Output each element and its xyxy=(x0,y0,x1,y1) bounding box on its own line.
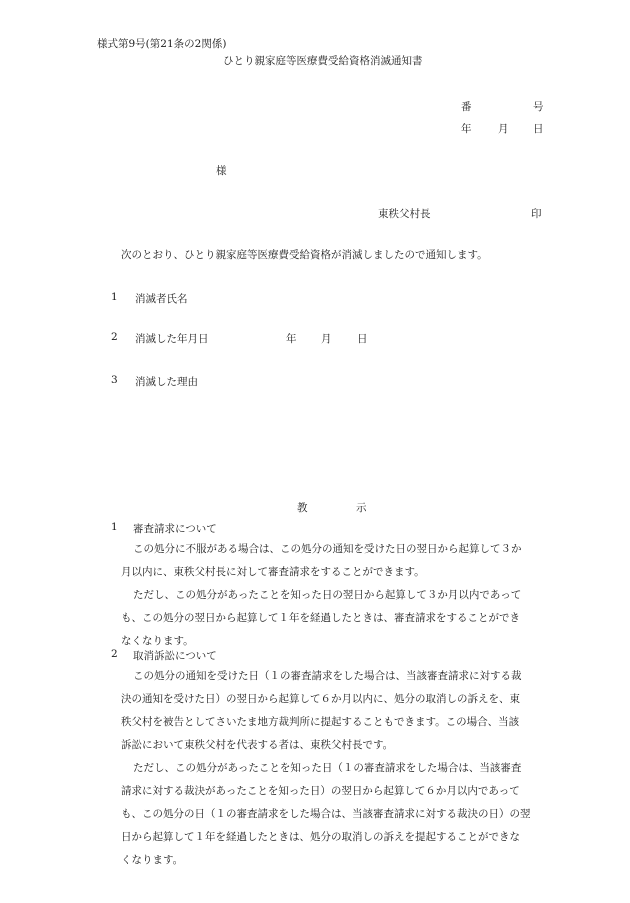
section-number: 2 xyxy=(111,648,118,660)
item-label-date: 消滅した年月日 xyxy=(135,333,209,345)
item-date-month: 月 xyxy=(321,333,332,345)
text-line: ただし、この処分があったことを知った日（１の審査請求をした場合は、当該審査 xyxy=(133,762,522,774)
doc-date-day: 日 xyxy=(533,123,544,135)
item-date-day: 日 xyxy=(357,333,368,345)
text-line: この処分の通知を受けた日（１の審査請求をした場合は、当該審査請求に対する裁 xyxy=(133,670,522,682)
item-label-reason: 消滅した理由 xyxy=(135,376,198,388)
text-line: くなります。 xyxy=(121,854,184,866)
section-heading-lawsuit: 取消訴訟について xyxy=(133,650,217,662)
doc-date-year: 年 xyxy=(461,123,472,135)
notice-heading-left: 教 xyxy=(297,502,308,514)
section-heading-appeal: 審査請求について xyxy=(133,523,217,535)
text-line: ただし、この処分があったことを知った日の翌日から起算して３か月以内であって xyxy=(133,589,522,601)
doc-date-month: 月 xyxy=(498,123,509,135)
text-line: 決の通知を受けた日）の翌日から起算して６か月以内に、処分の取消しの訴えを、東 xyxy=(121,693,520,705)
section-2-paragraph-2 xyxy=(121,757,571,872)
addressee-suffix: 様 xyxy=(216,165,227,177)
section-number: 1 xyxy=(111,521,118,533)
item-date-year: 年 xyxy=(286,333,297,345)
form-label: 様式第9号(第21条の2関係) xyxy=(97,38,227,50)
issuer-name: 東秩父村長 xyxy=(378,208,431,220)
text-line: 秩父村を被告としてさいたま地方裁判所に提起することもできます。この場合、当該 xyxy=(121,716,520,728)
text-line: なくなります。 xyxy=(121,635,194,647)
notice-heading-right: 示 xyxy=(356,502,367,514)
seal-mark: 印 xyxy=(531,208,542,220)
text-line: も、この処分の翌日から起算して１年を経過したときは、審査請求をすることができ xyxy=(121,612,520,624)
section-1-paragraph-1 xyxy=(121,538,571,584)
item-number: 2 xyxy=(111,331,118,343)
section-1-paragraph-2 xyxy=(121,584,571,653)
text-line: 請求に対する裁決があったことを知った日）の翌日から起算して６か月以内であって xyxy=(121,785,520,797)
text-line: も、この処分の日（１の審査請求をした場合は、当該審査請求に対する裁決の日）の翌 xyxy=(121,808,531,820)
text-line: 月以内に、東秩父村長に対して審査請求をすることができます。 xyxy=(121,566,425,578)
intro-sentence: 次のとおり、ひとり親家庭等医療費受給資格が消滅しましたので通知します。 xyxy=(121,249,488,261)
item-number: 1 xyxy=(111,291,118,303)
text-line: 訴訟において東秩父村を代表する者は、東秩父村長です。 xyxy=(121,739,394,751)
text-line: この処分に不服がある場合は、この処分の通知を受けた日の翌日から起算して３か xyxy=(133,543,522,555)
section-2-paragraph-1 xyxy=(121,665,571,757)
document-title: ひとり親家庭等医療費受給資格消滅通知書 xyxy=(223,55,423,67)
item-number: 3 xyxy=(111,374,118,386)
text-line: 日から起算して１年を経過したときは、処分の取消しの訴えを提起することができな xyxy=(121,831,520,843)
doc-number-go: 号 xyxy=(533,101,544,113)
item-label-name: 消滅者氏名 xyxy=(135,293,188,305)
doc-number-ban: 番 xyxy=(461,101,472,113)
